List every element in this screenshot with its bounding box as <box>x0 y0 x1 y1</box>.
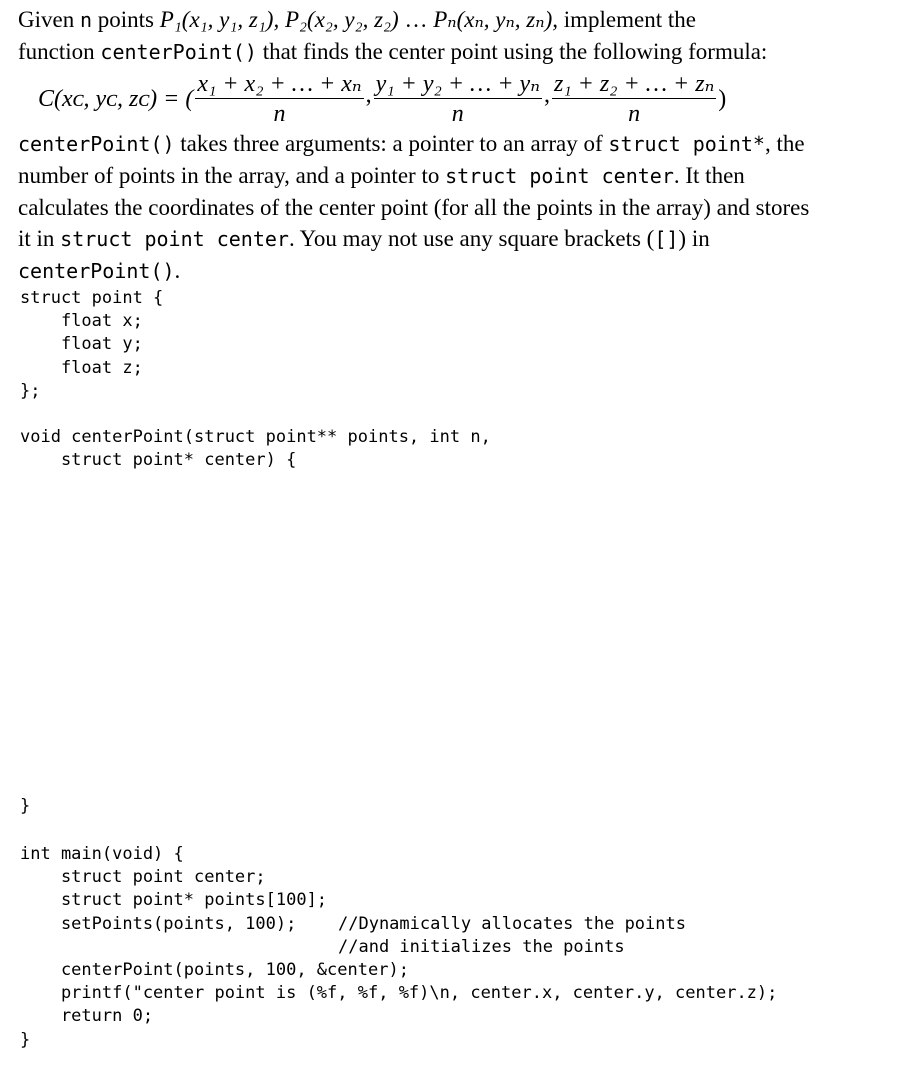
desc-text-5: ) in <box>678 226 710 251</box>
formula-denominator-x: n <box>273 101 286 127</box>
desc-text-4: . You may not use any square brackets ( <box>288 226 655 251</box>
desc-function-name-2: centerPoint() <box>18 259 175 283</box>
formula-numerator-z: z₁ + z₂ + … + zₙ <box>553 71 715 97</box>
point-p2: P₂(x₂, y₂, z₂) <box>284 7 399 32</box>
formula-numerator-x: x₁ + x₂ + … + xₙ <box>197 71 362 97</box>
code-function-close: } <box>20 796 31 816</box>
intro-rest: that finds the center point using the following formula: <box>262 39 768 64</box>
desc-text-2: , the number of points in the array, and a pointer to <box>18 131 805 188</box>
intro-paragraph <box>18 4 818 68</box>
desc-function-name: centerPoint() <box>18 132 175 156</box>
formula-lhs: C(xᴄ, yᴄ, zᴄ) = ( <box>38 86 194 112</box>
desc-struct-point-center: struct point center <box>445 164 674 188</box>
formula-separator-1: , <box>365 82 372 108</box>
desc-struct-point-star: struct point* <box>608 132 765 156</box>
intro-n-variable: n <box>79 8 93 32</box>
formula-fraction-z <box>552 70 716 129</box>
desc-text-3: . It then calculates the coordinates of the center point (for all the points in the array) and stores it in <box>18 163 810 251</box>
formula-separator-2: , <box>543 82 550 108</box>
intro-given: Given <box>18 7 75 32</box>
point-pn: Pₙ(xₙ, yₙ, zₙ), <box>433 7 558 32</box>
desc-text-1: takes three arguments: a pointer to an array of <box>174 131 609 156</box>
intro-function-word: function <box>18 39 95 64</box>
point-p1: P₁(x₁, y₁, z₁), <box>159 7 280 32</box>
intro-function-name: centerPoint() <box>100 40 257 64</box>
code-main-start: int main(void) { struct point center; struct point* points[100]; setPoints(points, 100); <box>20 844 328 934</box>
code-main-end: centerPoint(points, 100, &center); printf("center point is (%f, %f, %f)\n, center.x, center.y, center.z); return 0; } <box>20 960 778 1050</box>
intro-implement: implement the <box>563 7 696 32</box>
formula-denominator-y: n <box>451 101 464 127</box>
formula-close-paren: ) <box>718 86 727 112</box>
formula-fraction-y <box>374 70 542 129</box>
intro-ellipsis: … <box>404 7 428 32</box>
code-comment-1: //Dynamically allocates the points <box>338 913 686 934</box>
code-comment-2: //and initializes the points <box>338 936 625 957</box>
desc-text-6: . <box>174 258 181 283</box>
center-point-formula <box>38 70 818 134</box>
desc-brackets: [] <box>654 227 679 251</box>
code-struct-definition: struct point { float x; float y; float z; }; <box>20 288 164 401</box>
formula-numerator-y: y₁ + y₂ + … + yₙ <box>375 71 540 97</box>
formula-denominator-z: n <box>628 101 641 127</box>
intro-points-word: points <box>97 7 154 32</box>
description-paragraph <box>18 128 818 287</box>
formula-fraction-x <box>195 70 363 129</box>
code-function-signature: void centerPoint(struct point** points, int n, struct point* center) { <box>20 427 491 471</box>
desc-struct-point-center-2: struct point center <box>60 227 289 251</box>
